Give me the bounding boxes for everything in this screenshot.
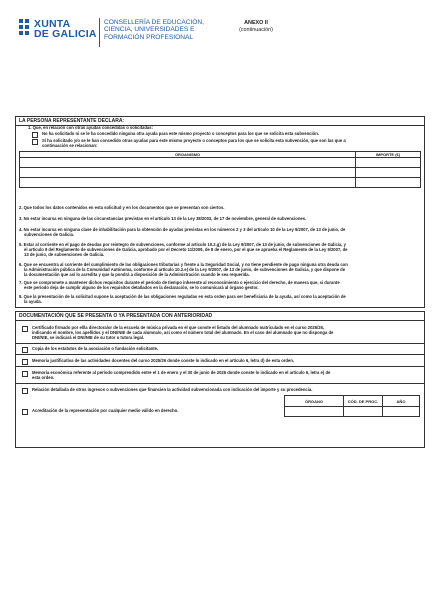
- doc-representation-checkbox[interactable]: [22, 409, 28, 415]
- amount-cell[interactable]: [356, 158, 421, 168]
- doc-other-income-label: Relación detallada de otros ingresos o subvenciones que financien la actividad subvencionada con indicación del importe y su procedencia.: [32, 387, 313, 392]
- previous-submission-table: [284, 395, 420, 417]
- document-header: [0, 0, 439, 60]
- logo-divider: [99, 18, 100, 47]
- amount-cell[interactable]: [356, 178, 421, 188]
- other-aid-table: [19, 151, 421, 188]
- declaration-section: [15, 116, 425, 308]
- year-cell[interactable]: [383, 407, 420, 417]
- annex-label: ANEXO II (continuación): [239, 20, 273, 33]
- col-organ: ÓRGANO: [285, 396, 344, 407]
- documentation-section: [15, 311, 425, 448]
- doc-statutes-label: Copia de los estatutos de la asociación o fundación solicitante.: [32, 346, 159, 351]
- no-other-aid-checkbox[interactable]: [32, 132, 38, 138]
- department-name: CONSELLERÍA DE EDUCACIÓN, CIENCIA, UNIVERSIDADES E FORMACIÓN PROFESIONAL: [104, 19, 205, 41]
- doc-activity-report-checkbox[interactable]: [22, 359, 28, 365]
- organ-cell[interactable]: [285, 407, 344, 417]
- no-other-aid-label: No ha solicitado ni se le ha concedido ninguna otra ayuda para este mismo proyecto o conceptos para los que se solicita esta subvención.: [42, 131, 319, 136]
- organism-cell[interactable]: [20, 168, 356, 178]
- doc-statutes-checkbox[interactable]: [22, 347, 28, 353]
- declaration-item-3: 3. No estar incursa en ninguna de las circunstancias previstas en el artículo 13 de la Ley 38/2003, de 17 de noviembre, general de subvenciones.: [19, 216, 307, 221]
- col-code: CÓD. DE PROC.: [344, 396, 383, 407]
- logo-wordmark: XUNTA DE GALICIA: [34, 18, 97, 40]
- declaration-item-7: 7. Que se compromete a mantener dichos requisitos durante el período de tiempo inherente al reconocimiento o ejercicio del derecho, de manera que, si durante este período deja de cumplir alguno de los requisitos detallados en la declaración, se lo comunicará al órgano gestor.: [19, 280, 340, 291]
- table-head-amount: IMPORTE (€): [356, 152, 421, 158]
- organism-cell[interactable]: [20, 178, 356, 188]
- doc-representation-label: Acreditación de la representación por cualquier medio válido en derecho.: [32, 408, 179, 413]
- doc-other-income-checkbox[interactable]: [22, 388, 28, 394]
- doc-activity-report-label: Memoria justificativa de las actividades docentes del curso 2025/26 donde conste lo indicado en el artículo 6, letra d) de esta orden.: [32, 358, 295, 363]
- declaration-item-2: 2. Que todos los datos contenidos en esta solicitud y en los documentos que se presentan son ciertos.: [19, 205, 225, 210]
- section-title: LA PERSONA REPRESENTANTE DECLARA:: [16, 117, 424, 126]
- declaration-item-6: 6. Que se encuentra al corriente del cumplimiento de las obligaciones tributarias y frente a la Seguridad Social, y no tiene pendiente de pago ninguna otra deuda con la Administración pública de la Comunidad Autónoma, conforme al artículo 10.2.e) de la Ley 9/2007, de 13 de junio, de subvenciones de Galicia, y que dispone de la documentación que así lo acredita y que la pondrá a disposición de la Administración cuando le sea requerida.: [19, 262, 348, 278]
- code-cell[interactable]: [344, 407, 383, 417]
- doc-certificate-label: Certificado firmado por el/la directora/or de la escuela de música privada en el que conste el listado del alumnado matriculado en el curso 2025/26, indicando el nombre, los apellidos y el DNI/NIE de cada alumna/o, así como el número total del alumnado. En el caso del alumnado que no disponga de DNI/NIE, se indicará el DNI/NIE de su tutor o tutora legal.: [32, 325, 334, 341]
- doc-economic-report-label: Memoria económica referente al período comprendido entre el 1 de enero y el 30 de junio de 2026 donde conste lo indicado en el artículo 6, letra e) de esta orden.: [32, 370, 331, 381]
- doc-economic-report-checkbox[interactable]: [22, 371, 28, 377]
- declaration-item-5: 5. Estar al corriente en el pago de deudas por reintegro de subvenciones, conforme al artículo 10.2.g) de la Ley 9/2007, de 13 de junio, de subvenciones de Galicia, y el artículo 9 del Reglamento de subvenciones de Galicia, aprobado por el Decreto 11/2009, de 8 de enero, por el que se aprueba el Reglamento de la Ley 9/2007, de 13 de junio, de subvenciones de Galicia.: [19, 242, 348, 258]
- col-year: AÑO: [383, 396, 420, 407]
- amount-cell[interactable]: [356, 168, 421, 178]
- other-aid-label: Sí ha solicitado y/o se le han concedido otras ayudas para este mismo proyecto o conceptos para los que se solicita esta subvención, que son las que a continuación se relacionan:: [42, 138, 346, 149]
- organism-cell[interactable]: [20, 158, 356, 168]
- other-aid-checkbox[interactable]: [32, 139, 38, 145]
- doc-certificate-checkbox[interactable]: [22, 326, 28, 332]
- section-title: DOCUMENTACIÓN QUE SE PRESENTA O YA PRESENTADA CON ANTERIORIDAD: [16, 312, 424, 321]
- declaration-item-4: 4. No estar incursa en ninguna clase de inhabilitación para la obtención de ayudas previstas en los números 2 y 3 del artículo 10 de la Ley 9/2007, de 13 de junio, de subvenciones de Galicia.: [19, 227, 346, 238]
- declaration-item-1: 1. Que, en relación con otras ayudas concedidas o solicitadas:: [28, 125, 153, 130]
- declaration-item-8: 8. Que la presentación de la solicitud supone la aceptación de las obligaciones reguladas en esta orden para ser beneficiaria de la ayuda, así como la aceptación de la ayuda.: [19, 294, 346, 305]
- table-head-organism: ORGANISMO: [20, 152, 356, 158]
